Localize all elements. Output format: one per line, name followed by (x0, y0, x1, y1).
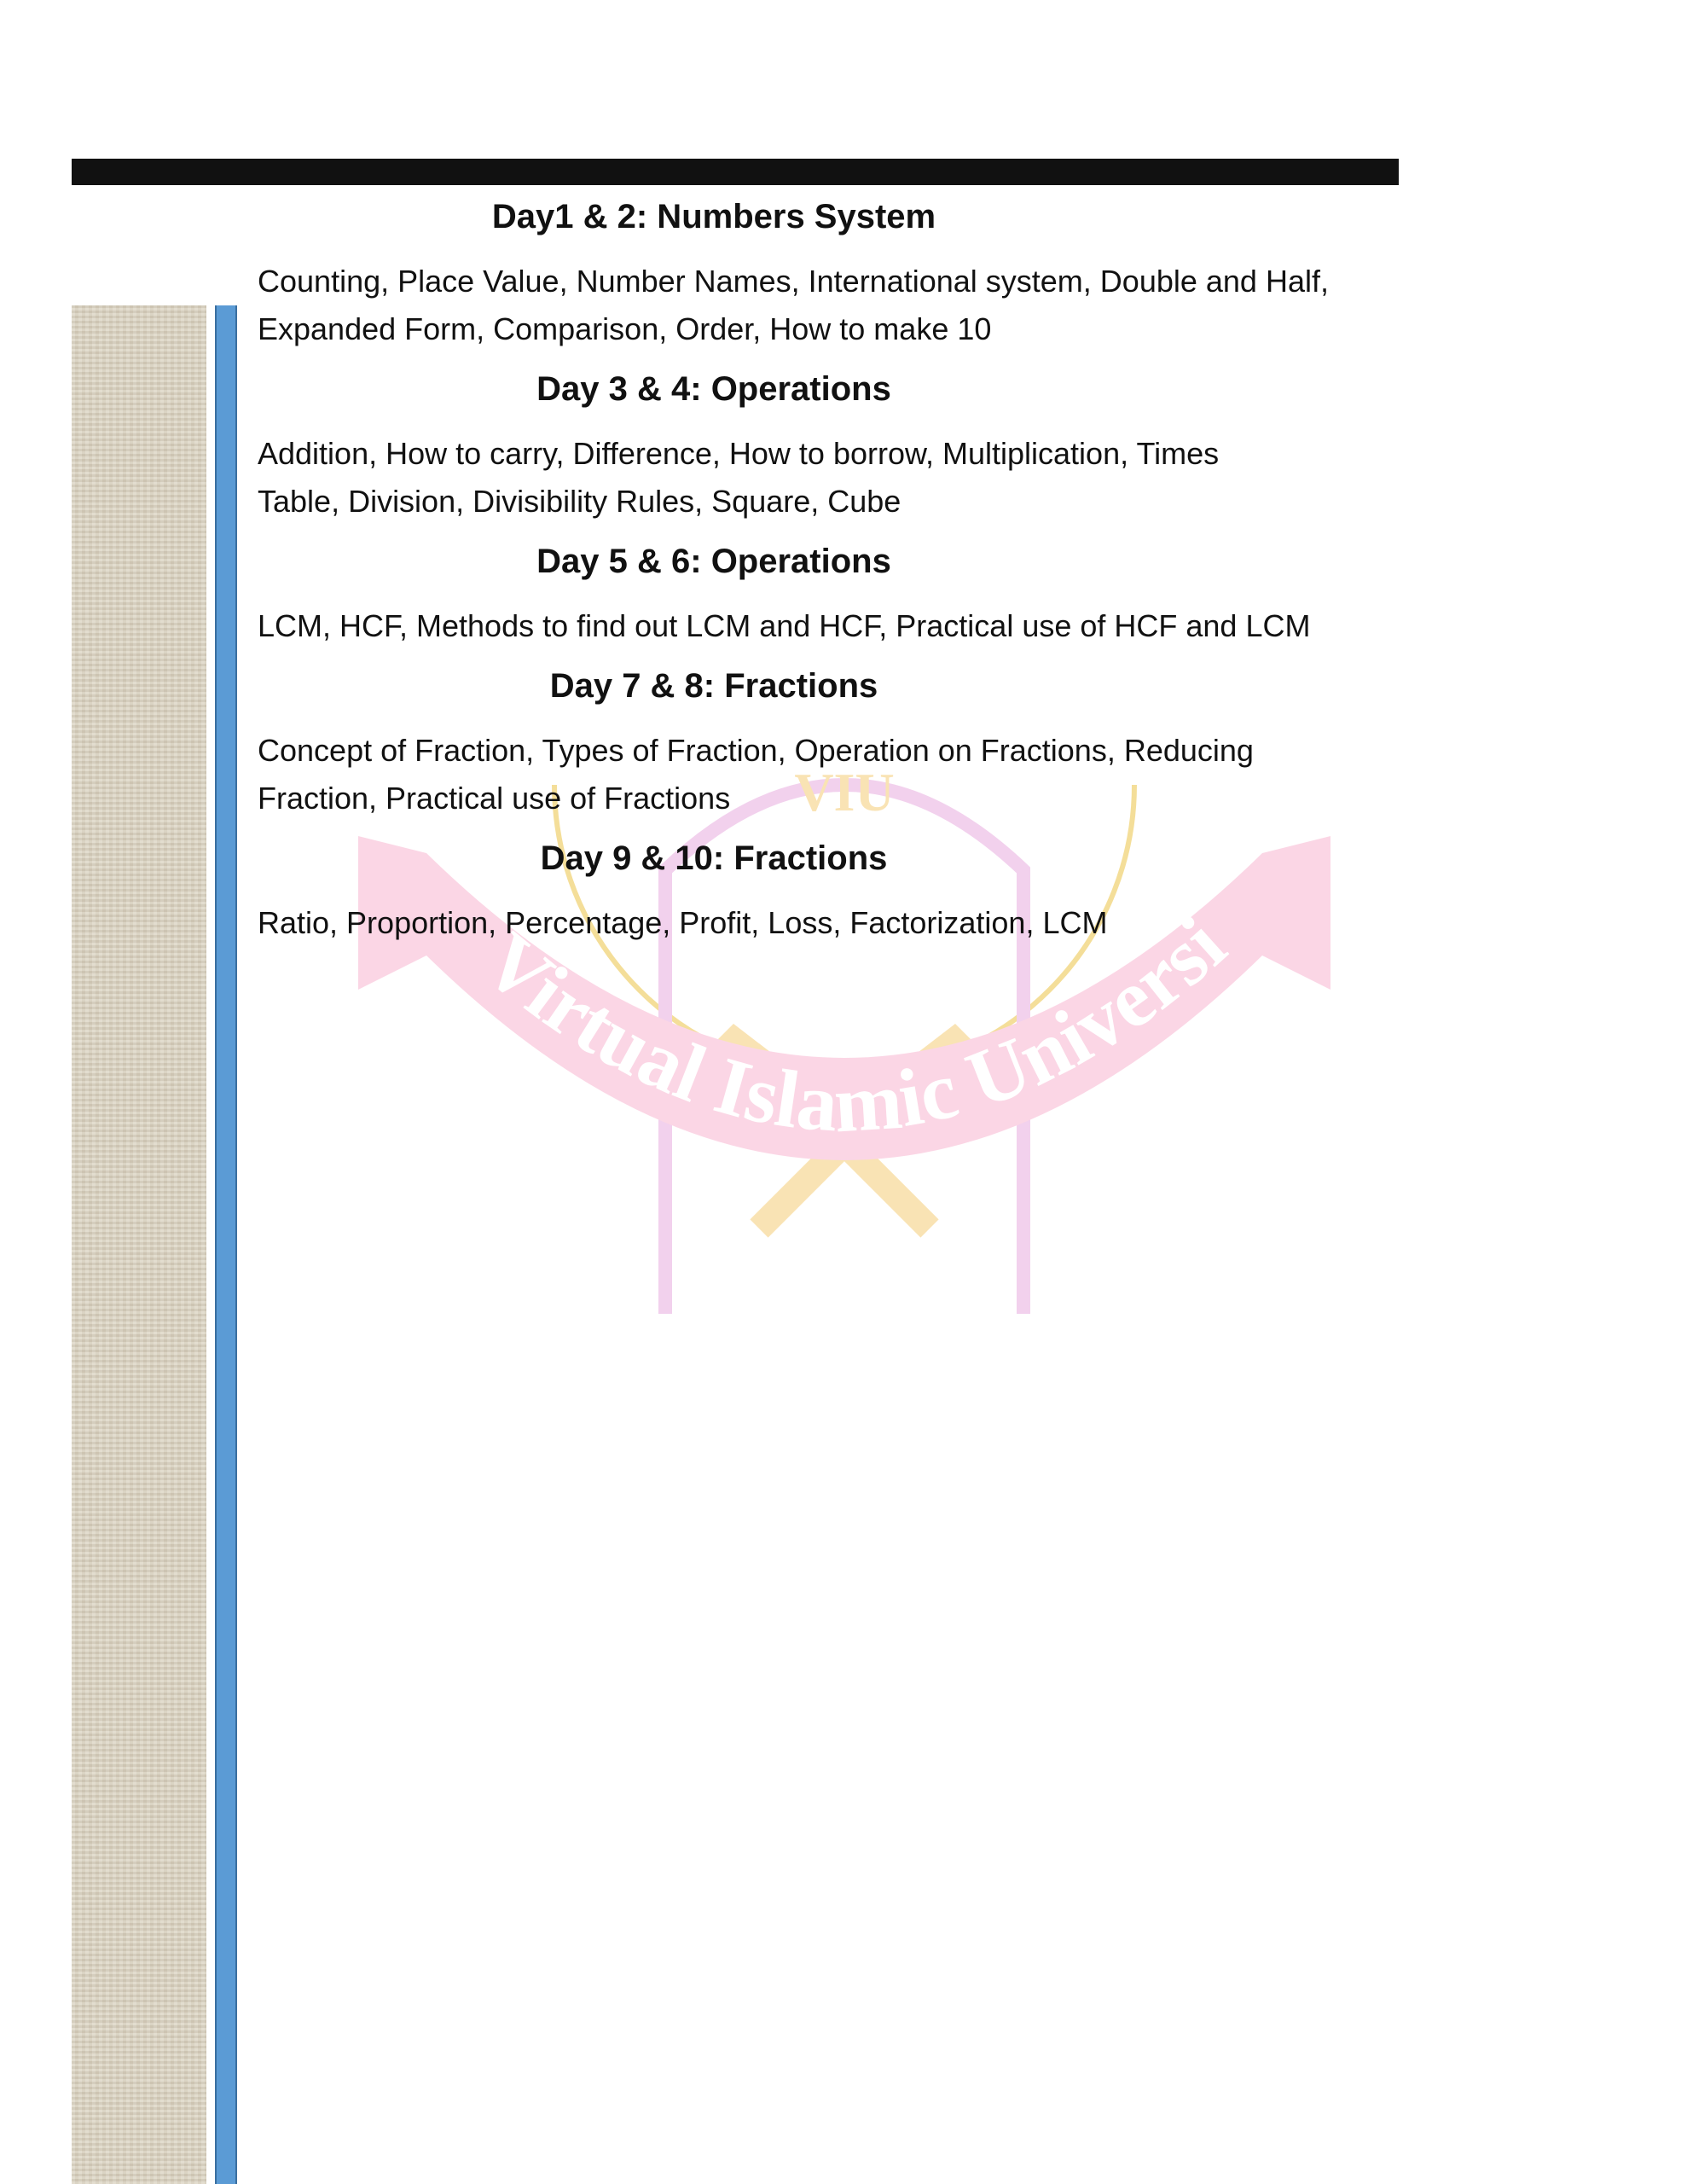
body-line: Addition, How to carry, Difference, How to borrow, Multiplication, Times (258, 436, 1220, 471)
section-body (258, 258, 1452, 353)
section-title: Day 7 & 8: Fractions (549, 667, 878, 705)
body-line: Expanded Form, Comparison, Order, How to make 10 (258, 311, 992, 346)
body-line: Table, Division, Divisibility Rules, Square, Cube (258, 484, 901, 519)
section-title: Day 5 & 6: Operations (536, 543, 891, 580)
section-day-3-4 (258, 365, 1452, 526)
section-body (258, 602, 1452, 650)
body-line: Counting, Place Value, Number Names, International system, Double and Half, (258, 264, 1329, 299)
side-blue-stripe (215, 305, 237, 2184)
section-day-9-10 (258, 834, 1452, 947)
body-line: Concept of Fraction, Types of Fraction, Operation on Fractions, Reducing (258, 733, 1254, 768)
section-day-1-2 (258, 193, 1452, 353)
section-body (258, 430, 1452, 526)
section-day-5-6 (258, 537, 1452, 650)
side-texture-panel (72, 305, 206, 2184)
body-line: Ratio, Proportion, Percentage, Profit, Loss, Factorization, LCM (258, 905, 1108, 940)
section-body (258, 727, 1452, 822)
logo-ribbon-text: Virtual Islamic Universi (467, 898, 1243, 1150)
section-title: Day1 & 2: Numbers System (491, 198, 936, 235)
logo-initials: VIU (794, 762, 895, 822)
section-day-7-8 (258, 662, 1452, 822)
document-content (258, 181, 1452, 959)
section-title: Day 9 & 10: Fractions (540, 839, 888, 877)
section-title: Day 3 & 4: Operations (536, 370, 891, 408)
section-body (258, 899, 1452, 947)
body-line: Fraction, Practical use of Fractions (258, 781, 731, 816)
body-line: LCM, HCF, Methods to find out LCM and HCF, Practical use of HCF and LCM (258, 608, 1311, 643)
